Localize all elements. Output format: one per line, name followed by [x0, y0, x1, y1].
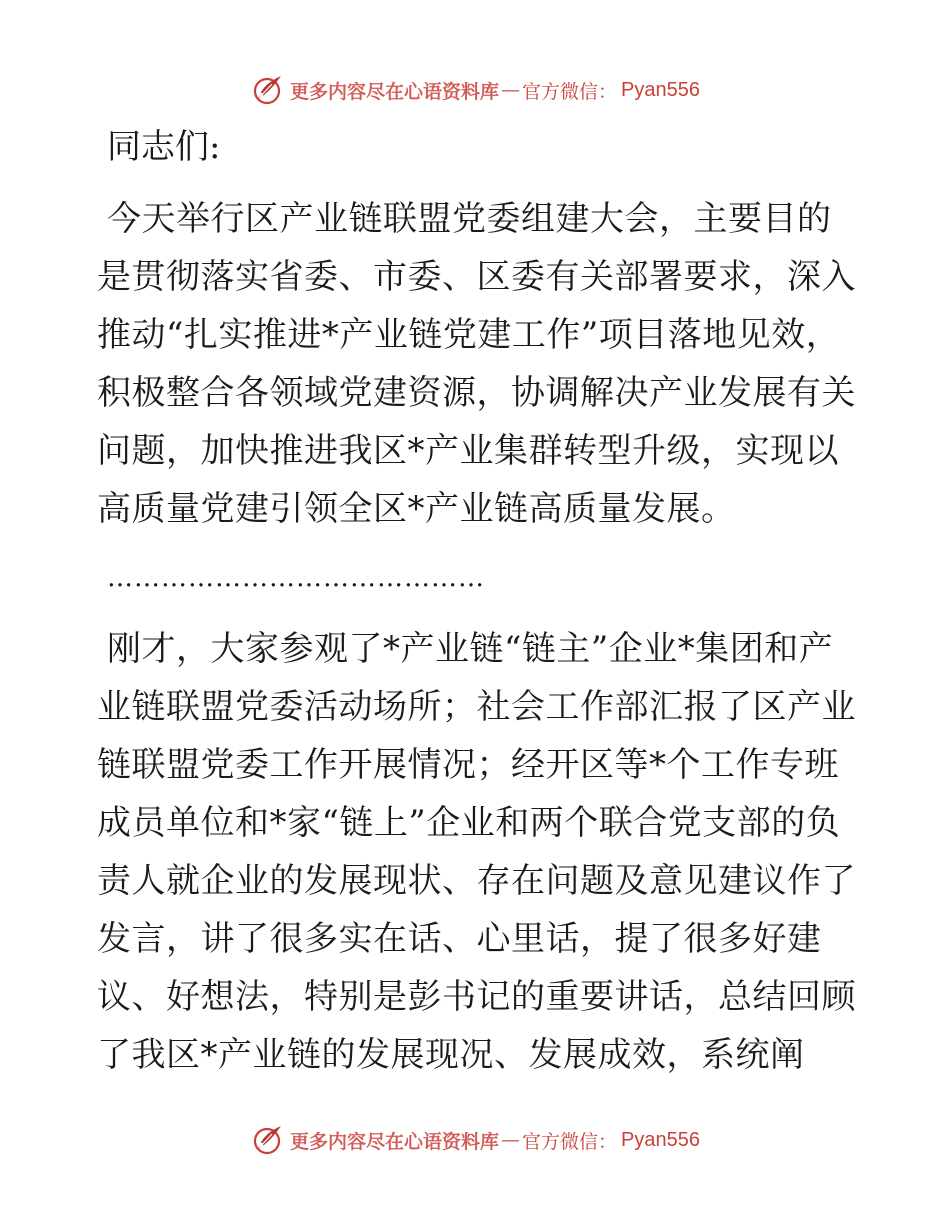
wechat-id: Pyan556 [621, 78, 700, 101]
brand-text: 更多内容尽在心语资料库 [290, 80, 500, 103]
banner-dash: — [501, 1129, 521, 1151]
feather-pen-logo-icon [250, 73, 284, 107]
salutation: 同志们: [107, 127, 221, 167]
footer-watermark [0, 1120, 950, 1160]
omission-ellipsis: …………………………………… [107, 563, 485, 593]
banner-dash: — [501, 79, 521, 101]
header-watermark [0, 70, 950, 110]
document-body [97, 118, 857, 1084]
wechat-label: 官方微信： [522, 1130, 618, 1153]
paragraph-2: 刚才，大家参观了*产业链“链主”企业*集团和产业链联盟党委活动场所；社会工作部汇报了区产业链联盟党委工作开展情况；经开区等*个工作专班成员单位和*家“链上”企业和两个联合党支部的负责人就企业的发展现状、存在问题及意见建议作了发言，讲了很多实在话、心里话，提了很多好建议、好想法，特别是彭书记的重要讲话，总结回顾了我区*产业链的发展现况、发展成效，系统阐 [97, 629, 856, 1075]
brand-text: 更多内容尽在心语资料库 [290, 1130, 500, 1153]
wechat-label: 官方微信： [522, 80, 618, 103]
paragraph-1: 今天举行区产业链联盟党委组建大会，主要目的是贯彻落实省委、市委、区委有关部署要求，深入推动“扎实推进*产业链党建工作”项目落地见效，积极整合各领域党建资源，协调解决产业发展有关问题，加快推进我区*产业集群转型升级，实现以高质量党建引领全区*产业链高质量发展。 [97, 199, 856, 529]
wechat-id: Pyan556 [621, 1128, 700, 1151]
feather-pen-logo-icon [250, 1123, 284, 1157]
